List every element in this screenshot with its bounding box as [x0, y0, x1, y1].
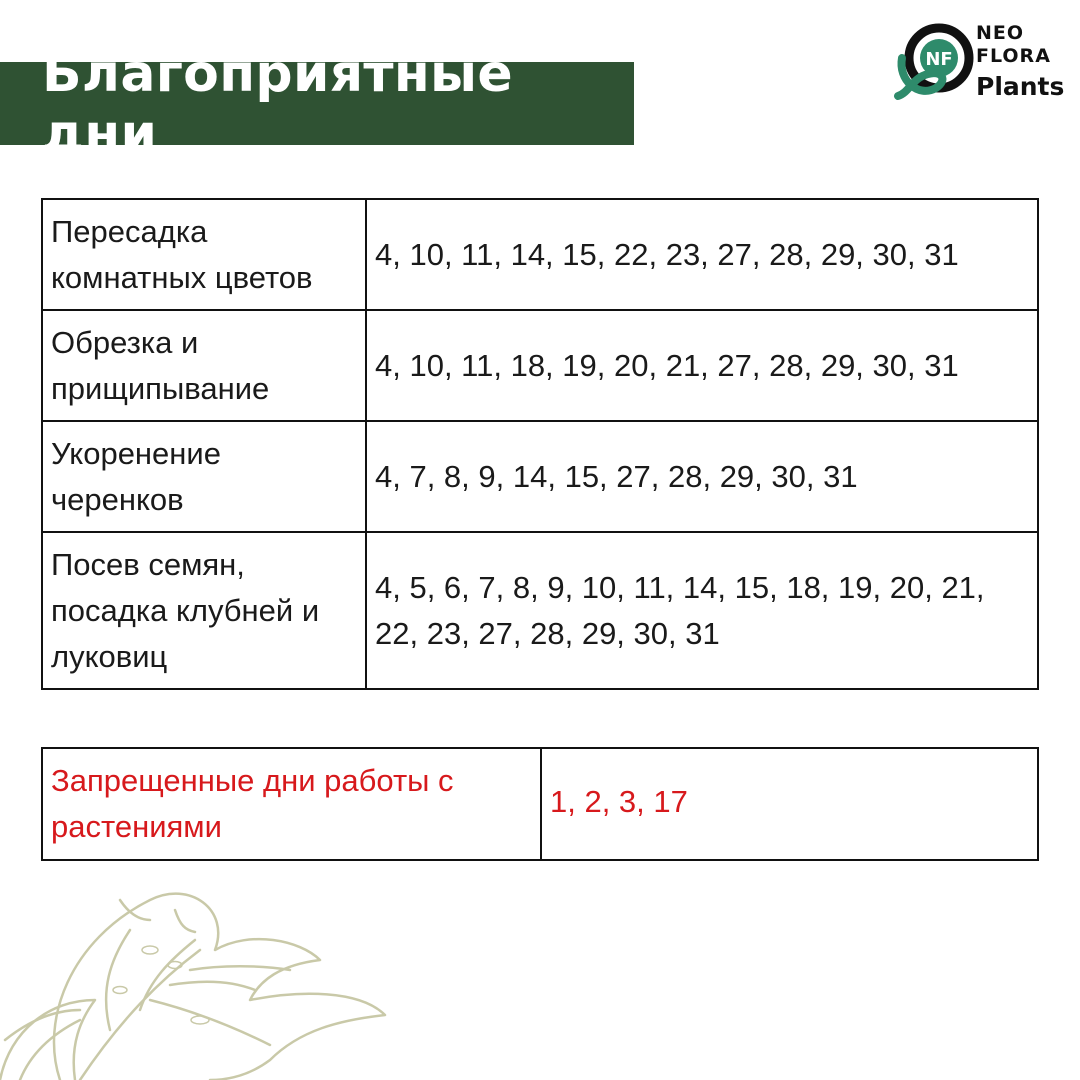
monstera-leaf-icon — [0, 870, 400, 1080]
brand-line2: FLORA — [976, 45, 1051, 67]
favorable-days-table — [41, 198, 1039, 690]
activity-cell: Пересадка комнатных цветов — [42, 199, 366, 310]
table-row — [42, 421, 1038, 532]
table-row — [42, 748, 1038, 860]
table-row — [42, 199, 1038, 310]
title-banner — [0, 43, 634, 164]
days-cell: 4, 5, 6, 7, 8, 9, 10, 11, 14, 15, 18, 19, 20, 21, 22, 23, 27, 28, 29, 30, 31 — [366, 532, 1038, 689]
activity-cell: Укоренение черенков — [42, 421, 366, 532]
activity-cell: Посев семян, посадка клубней и луковиц — [42, 532, 366, 689]
brand-line1: NEO — [976, 22, 1025, 44]
activity-cell: Обрезка и прищипывание — [42, 310, 366, 421]
page-title: Благоприятные дни — [42, 43, 513, 164]
table-row — [42, 310, 1038, 421]
brand-line3: Plants — [976, 72, 1065, 101]
brand-logo — [888, 18, 1068, 104]
days-cell: 4, 7, 8, 9, 14, 15, 27, 28, 29, 30, 31 — [366, 421, 1038, 532]
days-cell: 4, 10, 11, 14, 15, 22, 23, 27, 28, 29, 30, 31 — [366, 199, 1038, 310]
forbidden-days-table — [41, 747, 1039, 861]
forbidden-label-cell: Запрещенные дни работы с растениями — [42, 748, 541, 860]
table-row — [42, 532, 1038, 689]
brand-monogram: NF — [925, 49, 953, 70]
days-cell: 4, 10, 11, 18, 19, 20, 21, 27, 28, 29, 30, 31 — [366, 310, 1038, 421]
forbidden-days-cell: 1, 2, 3, 17 — [541, 748, 1038, 860]
brand-emblem-icon — [888, 18, 978, 104]
